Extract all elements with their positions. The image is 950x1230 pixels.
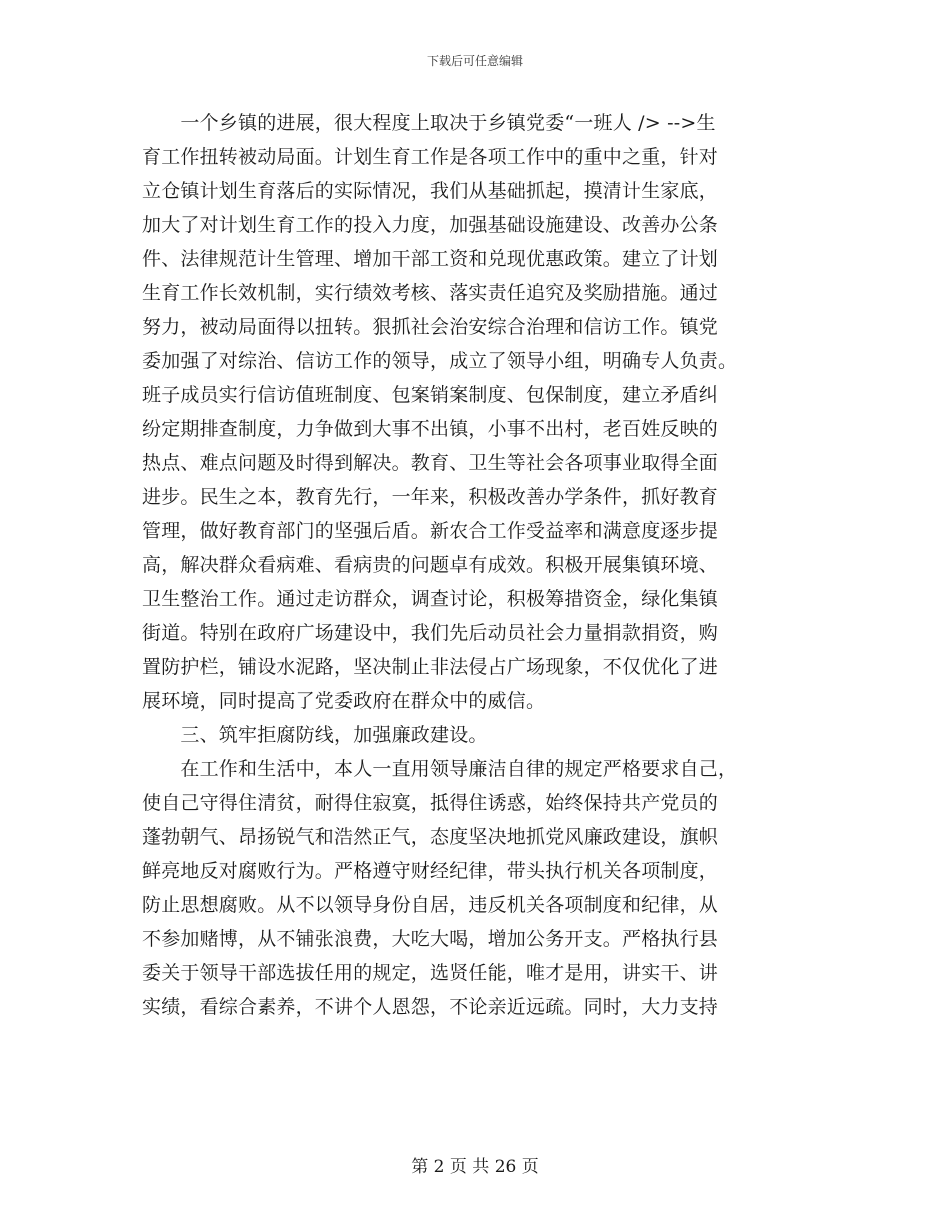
body-line: 班子成员实行信访值班制度、包案销案制度、包保制度，建立矛盾纠 [142, 384, 719, 406]
body-line: 育工作扭转被动局面。计划生育工作是各项工作中的重中之重，针对 [142, 146, 719, 168]
body-line: 鲜亮地反对腐败行为。严格遵守财经纪律，带头执行机关各项制度， [142, 860, 719, 882]
body-line: 实绩，看综合素养，不讲个人恩怨，不论亲近远疏。同时，大力支持 [142, 996, 719, 1018]
body-line: 使自己守得住清贫，耐得住寂寞，抵得住诱惑，始终保持共产党员的 [142, 792, 719, 814]
body-line: 生育工作长效机制，实行绩效考核、落实责任追究及奖励措施。通过 [142, 282, 719, 304]
body-line: 热点、难点问题及时得到解决。教育、卫生等社会各项事业取得全面 [142, 452, 719, 474]
body-line: 防止思想腐败。从不以领导身份自居，违反机关各项制度和纪律，从 [142, 894, 719, 916]
body-line: 管理，做好教育部门的坚强后盾。新农合工作受益率和满意度逐步提 [142, 520, 719, 542]
body-line: 件、法律规范计生管理、增加干部工资和兑现优惠政策。建立了计划 [142, 248, 719, 270]
body-line: 街道。特别在政府广场建设中，我们先后动员社会力量捐款捐资，购 [142, 622, 719, 644]
body-line: 进步。民生之本，教育先行，一年来，积极改善办学条件，抓好教育 [142, 486, 719, 508]
body-line: 在工作和生活中，本人一直用领导廉洁自律的规定严格要求自己， [142, 758, 738, 780]
body-line: 努力，被动局面得以扭转。狠抓社会治安综合治理和信访工作。镇党 [142, 316, 719, 338]
section-heading: 三、筑牢拒腐防线，加强廉政建设。 [142, 724, 488, 746]
body-line: 加大了对计划生育工作的投入力度，加强基础设施建设、改善办公条 [142, 214, 719, 236]
page-footer: 第 2 页 共 26 页 [411, 1157, 539, 1177]
body-line: 置防护栏，铺设水泥路，坚决制止非法侵占广场现象，不仅优化了进 [142, 656, 719, 678]
body-line: 立仓镇计划生育落后的实际情况，我们从基础抓起，摸清计生家底， [142, 180, 719, 202]
body-line: 高，解决群众看病难、看病贵的问题卓有成效。积极开展集镇环境、 [142, 554, 719, 576]
body-line: 展环境，同时提高了党委政府在群众中的威信。 [142, 690, 546, 712]
page-header: 下载后可任意编辑 [426, 54, 523, 68]
body-line: 卫生整治工作。通过走访群众，调查讨论，积极筹措资金，绿化集镇 [142, 588, 719, 610]
body-line: 纷定期排查制度，力争做到大事不出镇，小事不出村，老百姓反映的 [142, 418, 719, 440]
body-line: 一个乡镇的进展，很大程度上取决于乡镇党委“一班人 /> -->生 [142, 112, 716, 134]
document-body [142, 106, 818, 1024]
body-line: 不参加赌博，从不铺张浪费，大吃大喝，增加公务开支。严格执行县 [142, 928, 719, 950]
body-line: 委加强了对综治、信访工作的领导，成立了领导小组，明确专人负责。 [142, 350, 738, 372]
body-line: 委关于领导干部选拔任用的规定，选贤任能，唯才是用，讲实干、讲 [142, 962, 719, 984]
body-line: 蓬勃朝气、昂扬锐气和浩然正气，态度坚决地抓党风廉政建设，旗帜 [142, 826, 719, 848]
